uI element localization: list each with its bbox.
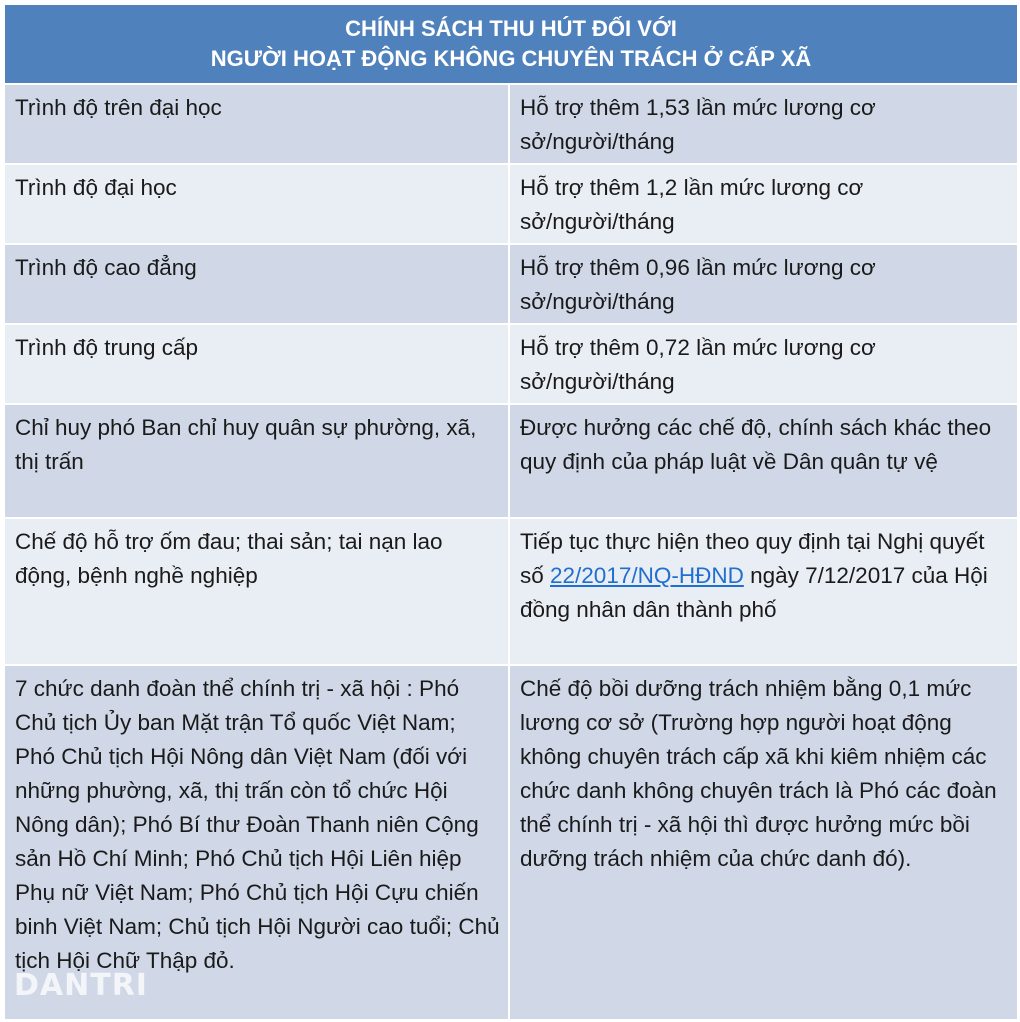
- policy-cell: Hỗ trợ thêm 1,2 lần mức lương cơ sở/người/tháng: [509, 164, 1018, 244]
- policy-text-before-link: Tiếp tục thực hiện theo quy định tại Nghị quyết số: [520, 529, 985, 588]
- criteria-cell: Trình độ trên đại học: [4, 84, 509, 164]
- table-row: [4, 164, 1018, 244]
- policy-cell: Hỗ trợ thêm 1,53 lần mức lương cơ sở/người/tháng: [509, 84, 1018, 164]
- table-title-line-1: CHÍNH SÁCH THU HÚT ĐỐI VỚI: [345, 16, 677, 41]
- table-title-line-2: NGƯỜI HOẠT ĐỘNG KHÔNG CHUYÊN TRÁCH Ở CẤP XÃ: [210, 46, 812, 71]
- policy-cell: Được hưởng các chế độ, chính sách khác theo quy định của pháp luật về Dân quân tự vệ: [509, 404, 1018, 518]
- criteria-cell: Trình độ trung cấp: [4, 324, 509, 404]
- table-row: [4, 84, 1018, 164]
- table-row: [4, 324, 1018, 404]
- policy-cell: Chế độ bồi dưỡng trách nhiệm bằng 0,1 mức lương cơ sở (Trường hợp người hoạt động không chuyên trách cấp xã khi kiêm nhiệm các chức danh không chuyên trách là Phó các đoàn thể chính trị - xã hội thì được hưởng mức bồi dưỡng trách nhiệm của chức danh đó).: [509, 665, 1018, 1020]
- policy-cell: [509, 518, 1018, 665]
- watermark-logo: DANTRI: [14, 968, 148, 1003]
- policy-cell: Hỗ trợ thêm 0,96 lần mức lương cơ sở/người/tháng: [509, 244, 1018, 324]
- criteria-cell: Trình độ đại học: [4, 164, 509, 244]
- table-header-row: [4, 4, 1018, 84]
- criteria-cell: Chế độ hỗ trợ ốm đau; thai sản; tai nạn lao động, bệnh nghề nghiệp: [4, 518, 509, 665]
- table-title: [4, 4, 1018, 84]
- resolution-link[interactable]: 22/2017/NQ-HĐND: [550, 563, 744, 588]
- table-row: [4, 244, 1018, 324]
- table-row: [4, 404, 1018, 518]
- policy-text-after-link: ngày 7/12/2017 của Hội đồng nhân dân thành phố: [520, 563, 988, 622]
- criteria-cell: 7 chức danh đoàn thể chính trị - xã hội : Phó Chủ tịch Ủy ban Mặt trận Tổ quốc Việt Nam; Phó Chủ tịch Hội Nông dân Việt Nam (đối với những phường, xã, thị trấn còn tổ chức Hội Nông dân); Phó Bí thư Đoàn Thanh niên Cộng sản Hồ Chí Minh; Phó Chủ tịch Hội Liên hiệp Phụ nữ Việt Nam; Phó Chủ tịch Hội Cựu chiến binh Việt Nam; Chủ tịch Hội Người cao tuổi; Chủ tịch Hội Chữ Thập đỏ.: [4, 665, 509, 1020]
- criteria-cell: Chỉ huy phó Ban chỉ huy quân sự phường, xã, thị trấn: [4, 404, 509, 518]
- table-row: [4, 518, 1018, 665]
- criteria-cell: Trình độ cao đẳng: [4, 244, 509, 324]
- policy-cell: Hỗ trợ thêm 0,72 lần mức lương cơ sở/người/tháng: [509, 324, 1018, 404]
- table-row: [4, 665, 1018, 1020]
- policy-table: [3, 3, 1019, 1021]
